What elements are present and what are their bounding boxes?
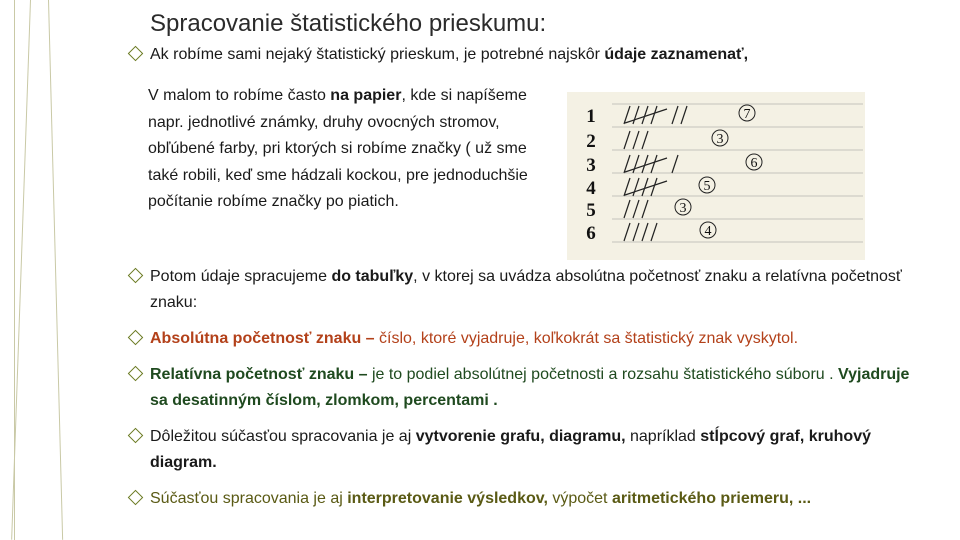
- paper-paragraph: [148, 83, 548, 216]
- diamond-bullet-icon: [128, 46, 144, 62]
- tally-stroke: [633, 131, 639, 149]
- diamond-bullet-icon: [128, 330, 144, 346]
- tally-count: 3: [716, 132, 724, 147]
- bullet-absolute-frequency: [130, 326, 930, 352]
- text-bold: do tabuľky: [331, 268, 414, 285]
- bullet-text: [150, 362, 930, 414]
- text: V malom to robíme často: [148, 87, 331, 104]
- tally-row-label: 4: [586, 178, 596, 199]
- decorative-line: [48, 0, 63, 540]
- text-bold: stĺpcový graf,: [700, 428, 805, 445]
- text: Súčasťou spracovania je aj: [150, 490, 348, 507]
- tally-row-label: 2: [586, 131, 596, 152]
- text: je to podiel absolútnej početnosti a rozsahu štatistického súboru .: [367, 366, 839, 383]
- text-bold: údaje zaznamenať,: [604, 46, 749, 63]
- tally-stroke: [642, 131, 648, 149]
- tally-count: 6: [750, 156, 758, 171]
- text-bold: na papier: [330, 87, 402, 104]
- bullet-table: [130, 264, 930, 316]
- tally-count: 5: [703, 179, 711, 194]
- tally-stroke: [624, 223, 630, 241]
- bullet-relative-frequency: [130, 362, 930, 414]
- text-bold: interpretovanie výsledkov,: [347, 490, 548, 507]
- text: Ak robíme sami nejaký štatistický prieskum, je potrebné najskôr: [150, 46, 605, 63]
- tally-stroke: [633, 223, 639, 241]
- tally-stroke: [642, 155, 648, 173]
- diamond-bullet-icon: [128, 428, 144, 444]
- tally-stroke: [633, 106, 639, 124]
- text-bold: vytvorenie grafu, diagramu,: [415, 428, 626, 445]
- text-bold: Vyjadruje sa desatinným číslom, zlomkom, percentami .: [150, 366, 910, 409]
- bullet-text: [150, 42, 930, 68]
- diamond-bullet-icon: [128, 268, 144, 284]
- tally-stroke: [633, 155, 639, 173]
- tally-stroke: [642, 178, 648, 196]
- tally-stroke: [633, 200, 639, 218]
- text-bold: aritmetického priemeru, ...: [611, 490, 812, 507]
- tally-stroke: [681, 106, 687, 124]
- bullet-text: [150, 264, 930, 316]
- text: , kde si napíšeme napr. jednotlivé známky, druhy ovocných stromov, obľúbené farby, pri ktorých si robíme značky ( už sme také robili, keď sme hádzali kockou, pre jednoduchšie počítanie robíme značky po piatich.: [148, 87, 528, 210]
- tally-count: 4: [704, 224, 712, 239]
- tally-stroke: [672, 155, 678, 173]
- tally-stroke: [651, 178, 657, 196]
- tally-row-label: 1: [586, 106, 596, 127]
- bullet-text: [150, 424, 930, 476]
- bullet-text: [150, 326, 930, 352]
- bullet-interpretation: [130, 486, 930, 512]
- text: , v ktorej sa uvádza absolútna početnosť znaku a relatívna početnosť znaku:: [150, 268, 902, 311]
- tally-stroke: [642, 106, 648, 124]
- tally-row-label: 3: [586, 155, 596, 176]
- tally-count: 3: [679, 201, 687, 216]
- tally-stroke: [624, 131, 630, 149]
- tally-image: [567, 92, 865, 260]
- tally-stroke: [642, 200, 648, 218]
- text-bold: kruhový diagram.: [150, 428, 871, 471]
- tally-row-label: 5: [586, 200, 596, 221]
- bullet-text: [150, 486, 930, 512]
- tally-drawing: [567, 92, 865, 260]
- tally-stroke: [633, 178, 639, 196]
- tally-row-label: 6: [586, 223, 596, 244]
- tally-stroke: [651, 106, 657, 124]
- diamond-bullet-icon: [128, 490, 144, 506]
- tally-stroke: [651, 155, 657, 173]
- text-bold: Relatívna početnosť znaku –: [150, 366, 368, 383]
- tally-count: 7: [743, 107, 751, 122]
- bullet-graphs: [130, 424, 930, 476]
- text: číslo, ktoré vyjadruje, koľkokrát sa štatistický znak vyskytol.: [374, 330, 799, 347]
- text: Potom údaje spracujeme: [150, 268, 332, 285]
- page-title: Spracovanie štatistického prieskumu:: [150, 10, 547, 37]
- text: výpočet: [547, 490, 612, 507]
- tally-stroke: [672, 106, 678, 124]
- bullet-record-data: [130, 42, 930, 68]
- text-bold: Absolútna početnosť znaku –: [150, 330, 375, 347]
- tally-stroke: [642, 223, 648, 241]
- tally-stroke: [651, 223, 657, 241]
- diamond-bullet-icon: [128, 366, 144, 382]
- text: napríklad: [625, 428, 701, 445]
- text: Dôležitou súčasťou spracovania je aj: [150, 428, 416, 445]
- tally-stroke: [624, 200, 630, 218]
